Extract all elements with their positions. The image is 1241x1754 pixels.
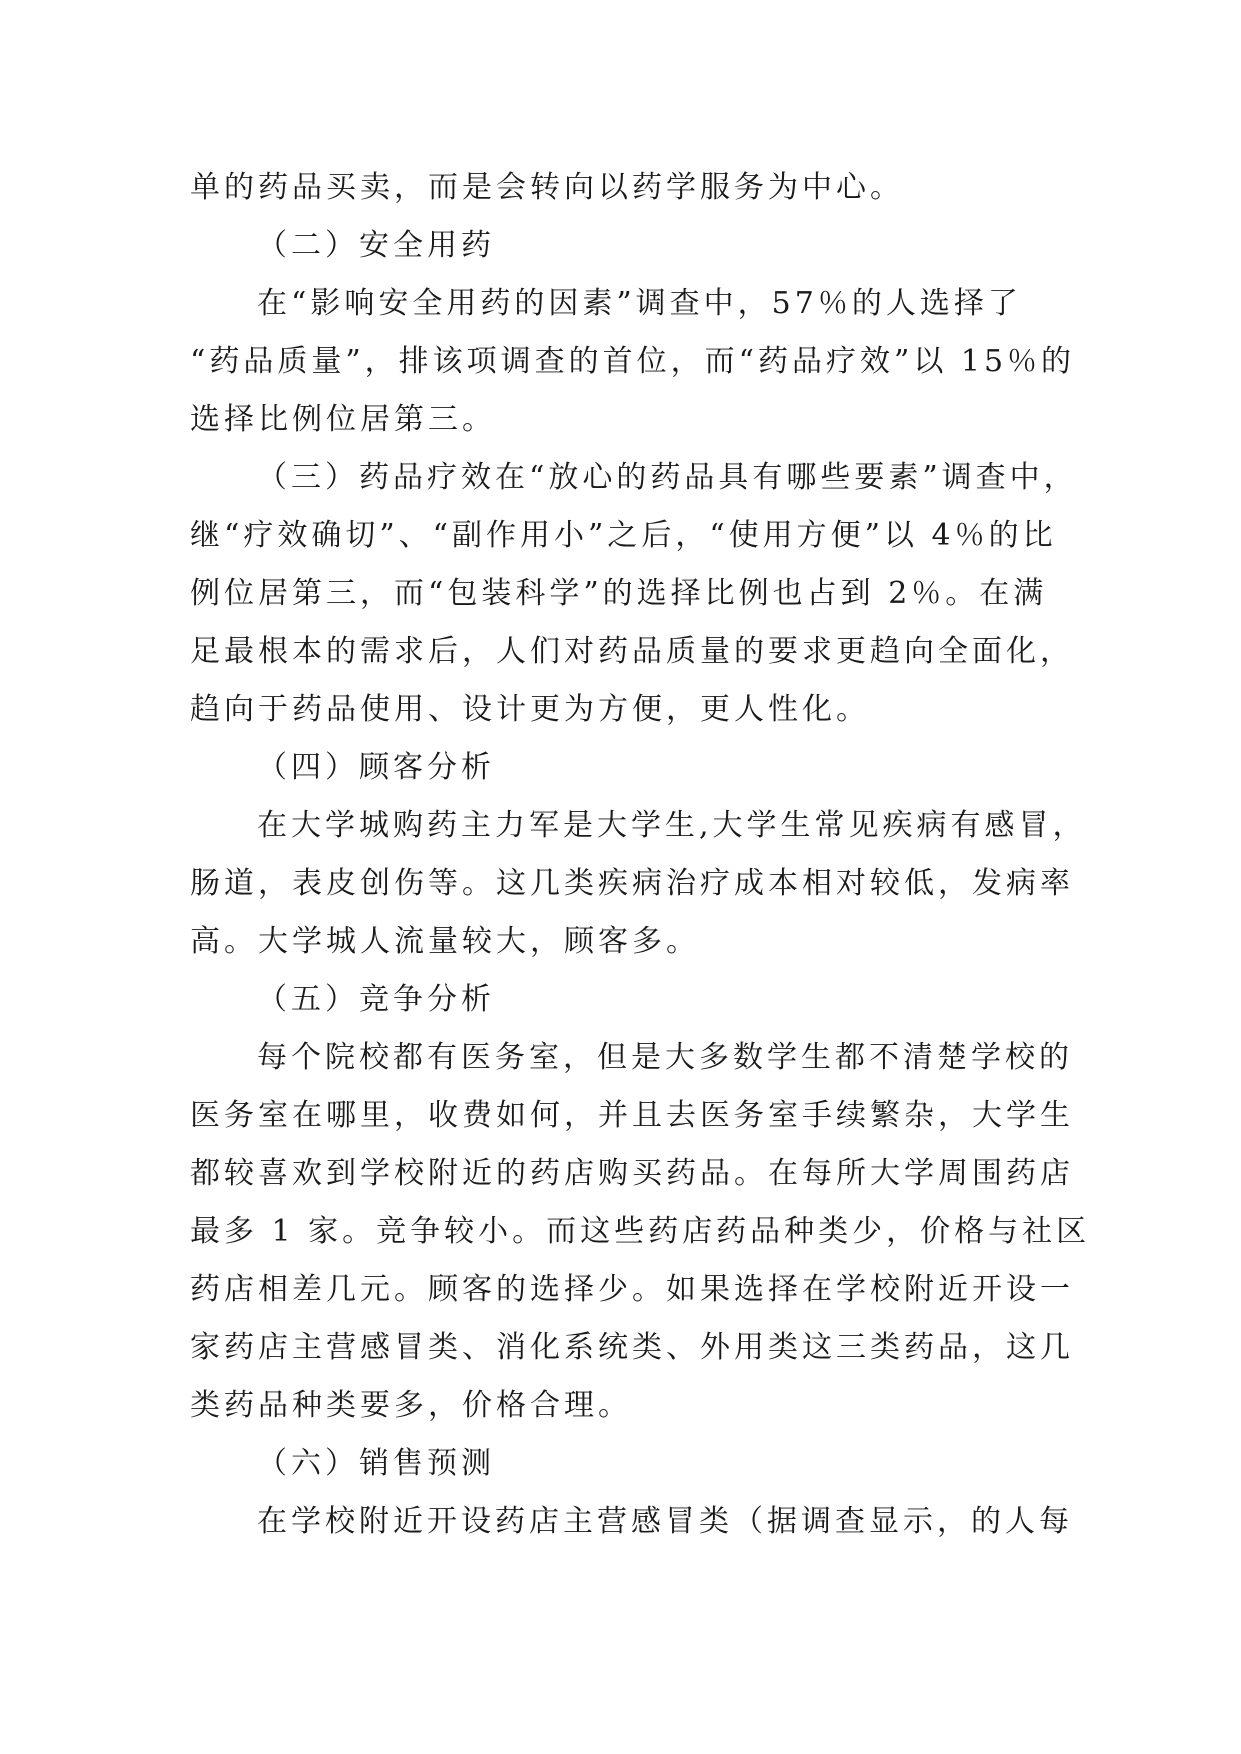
paragraph-line: 家药店主营感冒类、消化系统类、外用类这三类药品，这几 (190, 1330, 1074, 1365)
paragraph-line: 在“影响安全用药的因素”调查中，57％的人选择了 (257, 286, 1022, 321)
paragraph-line: 在大学城购药主力军是大学生,大学生常见疾病有感冒， (257, 808, 1087, 843)
paragraph-line: 每个院校都有医务室，但是大多数学生都不清楚学校的 (257, 1040, 1073, 1075)
section-heading-drug-efficacy: （三）药品疗效在“放心的药品具有哪些要素”调查中， (257, 460, 1078, 495)
paragraph-line: 继“疗效确切”、“副作用小”之后，“使用方便”以 4％的比 (190, 518, 1057, 553)
section-heading-safe-medication: （二）安全用药 (257, 228, 495, 263)
paragraph-line: 例位居第三，而“包装科学”的选择比例也占到 2％。在满 (190, 576, 1048, 611)
body-text (190, 159, 1091, 1551)
paragraph-line: 类药品种类要多，价格合理。 (190, 1388, 632, 1423)
paragraph-line: 趋向于药品使用、设计更为方便，更人性化。 (190, 692, 870, 727)
paragraph-line: “药品质量”，排该项调查的首位，而“药品疗效”以 15％的 (190, 344, 1076, 379)
paragraph-line: 都较喜欢到学校附近的药店购买药品。在每所大学周围药店 (190, 1156, 1074, 1191)
paragraph-line: 单的药品买卖，而是会转向以药学服务为中心。 (190, 170, 904, 205)
paragraph-line: 肠道，表皮创伤等。这几类疾病治疗成本相对较低，发病率 (190, 866, 1074, 901)
section-heading-customer-analysis: （四）顾客分析 (257, 750, 495, 785)
paragraph-line: 药店相差几元。顾客的选择少。如果选择在学校附近开设一 (190, 1272, 1074, 1307)
section-heading-competition-analysis: （五）竞争分析 (257, 982, 495, 1017)
paragraph-line: 足最根本的需求后，人们对药品质量的要求更趋向全面化， (190, 634, 1074, 669)
section-heading-sales-forecast: （六）销售预测 (257, 1446, 495, 1481)
paragraph-line: 最多 1 家。竞争较小。而这些药店药品种类少，价格与社区 (190, 1214, 1091, 1249)
paragraph-line: 医务室在哪里，收费如何，并且去医务室手续繁杂，大学生 (190, 1098, 1074, 1133)
paragraph-line: 在学校附近开设药店主营感冒类（据调查显示，的人每 (257, 1504, 1073, 1539)
paragraph-line: 选择比例位居第三。 (190, 402, 496, 437)
paragraph-line: 高。大学城人流量较大，顾客多。 (190, 924, 700, 959)
